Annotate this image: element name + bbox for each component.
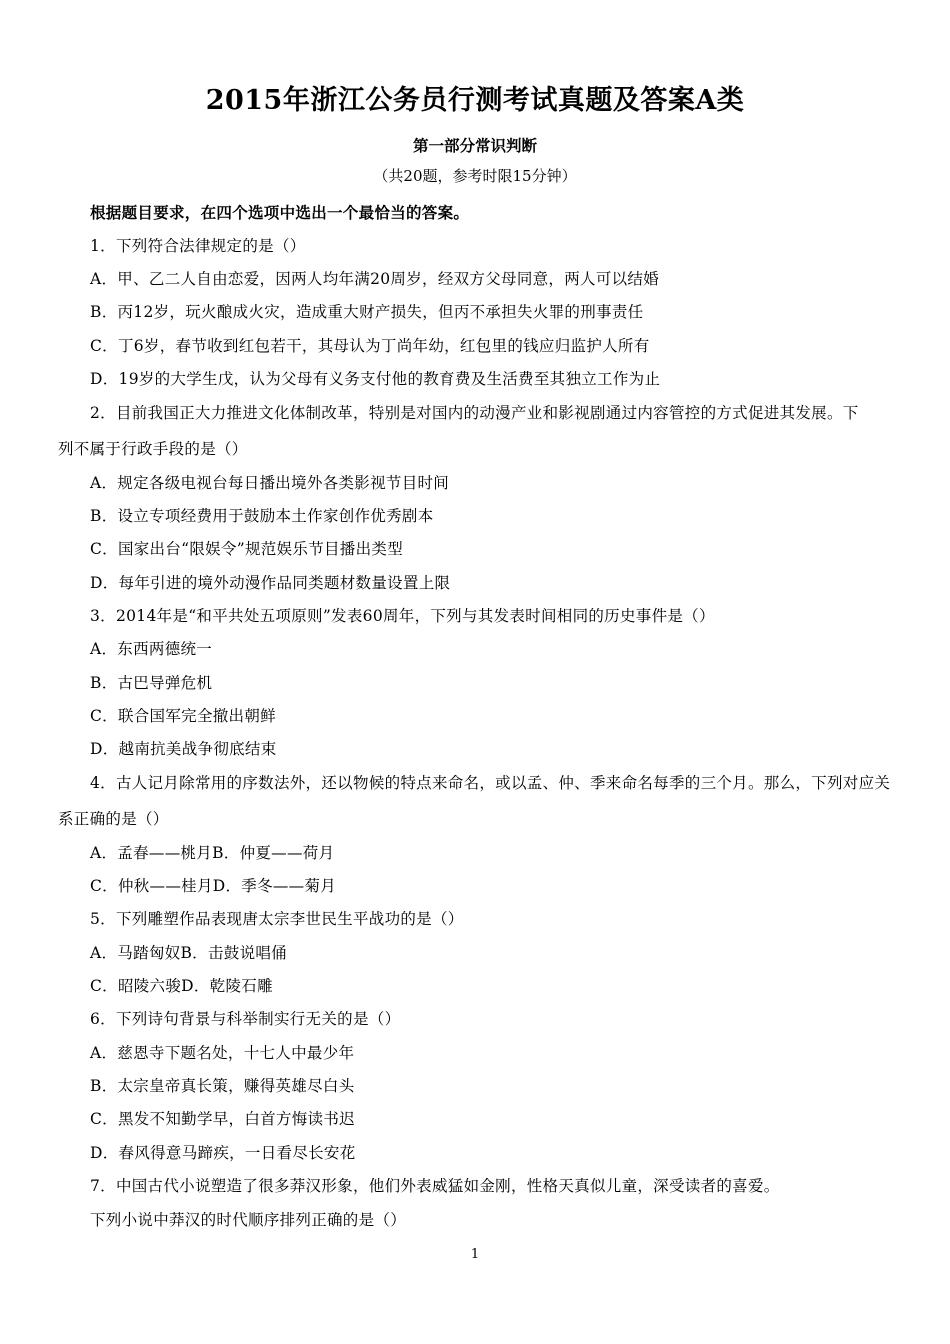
option-line: D．19岁的大学生戊，认为父母有义务支付他的教育费及生活费至其独立工作为止 [90, 370, 661, 388]
option-line: D．每年引进的境外动漫作品同类题材数量设置上限 [90, 574, 451, 592]
question-2: 2．目前我国正大力推进文化体制改革，特别是对国内的动漫产业和影视剧通过内容管控的方式促进其发展。下 [90, 404, 859, 422]
question-1: 1．下列符合法律规定的是（） [90, 237, 306, 255]
instruction-text: 根据题目要求，在四个选项中选出一个最恰当的答案。 [90, 203, 470, 222]
section-heading: 第一部分常识判断 [412, 136, 537, 155]
option-line: B．设立专项经费用于鼓励本土作家创作优秀剧本 [90, 507, 434, 525]
question-5: 5．下列雕塑作品表现唐太宗李世民生平战功的是（） [90, 910, 464, 928]
option-line: A．东西两德统一 [90, 640, 213, 658]
page-number: 1 [470, 1247, 480, 1262]
question-4-continued: 系正确的是（） [58, 810, 169, 828]
option-line: A．甲、乙二人自由恋爱，因两人均年满20周岁，经双方父母同意，两人可以结婚 [90, 270, 660, 288]
question-6: 6．下列诗句背景与科举制实行无关的是（） [90, 1010, 401, 1028]
option-line: B．太宗皇帝真长策，赚得英雄尽白头 [90, 1077, 355, 1095]
question-2-continued: 列不属于行政手段的是（） [58, 440, 248, 458]
question-3: 3．2014年是“和平共处五项原则”发表60周年，下列与其发表时间相同的历史事件是（） [90, 607, 715, 625]
question-4: 4．古人记月除常用的序数法外，还以物候的特点来命名，或以孟、仲、季来命名每季的三个月。那么，下列对应关 [90, 774, 891, 792]
option-line: A．马踏匈奴B．击鼓说唱俑 [90, 944, 287, 962]
question-7-continued: 下列小说中莽汉的时代顺序排列正确的是（） [90, 1211, 407, 1229]
option-line: C．国家出台“限娱令”规范娱乐节目播出类型 [90, 540, 404, 558]
option-line: B．丙12岁，玩火酿成火灾，造成重大财产损失，但丙不承担失火罪的刑事责任 [90, 303, 644, 321]
option-line: A．规定各级电视台每日播出境外各类影视节目时间 [90, 474, 450, 492]
option-line: B．古巴导弹危机 [90, 674, 213, 692]
option-line: A．孟春——桃月B．仲夏——荷月 [90, 844, 335, 862]
option-line: D．春风得意马蹄疾，一日看尽长安花 [90, 1144, 356, 1162]
option-line: C．黑发不知勤学早，白首方悔读书迟 [90, 1110, 355, 1128]
option-line: A．慈恩寺下题名处，十七人中最少年 [90, 1044, 355, 1062]
option-line: C．仲秋——桂月D．季冬——菊月 [90, 877, 337, 895]
question-7: 7．中国古代小说塑造了很多莽汉形象，他们外表威猛如金刚，性格天真似儿童，深受读者的喜爱。 [90, 1177, 780, 1195]
option-line: D．越南抗美战争彻底结束 [90, 740, 277, 758]
option-line: C．丁6岁，春节收到红包若干，其母认为丁尚年幼，红包里的钱应归监护人所有 [90, 337, 650, 355]
section-note: （共20题，参考时限15分钟） [373, 167, 577, 185]
option-line: C．昭陵六骏D．乾陵石雕 [90, 977, 273, 995]
document-title: 2015年浙江公务员行测考试真题及答案A类 [205, 85, 745, 116]
option-line: C．联合国军完全撤出朝鲜 [90, 707, 276, 725]
